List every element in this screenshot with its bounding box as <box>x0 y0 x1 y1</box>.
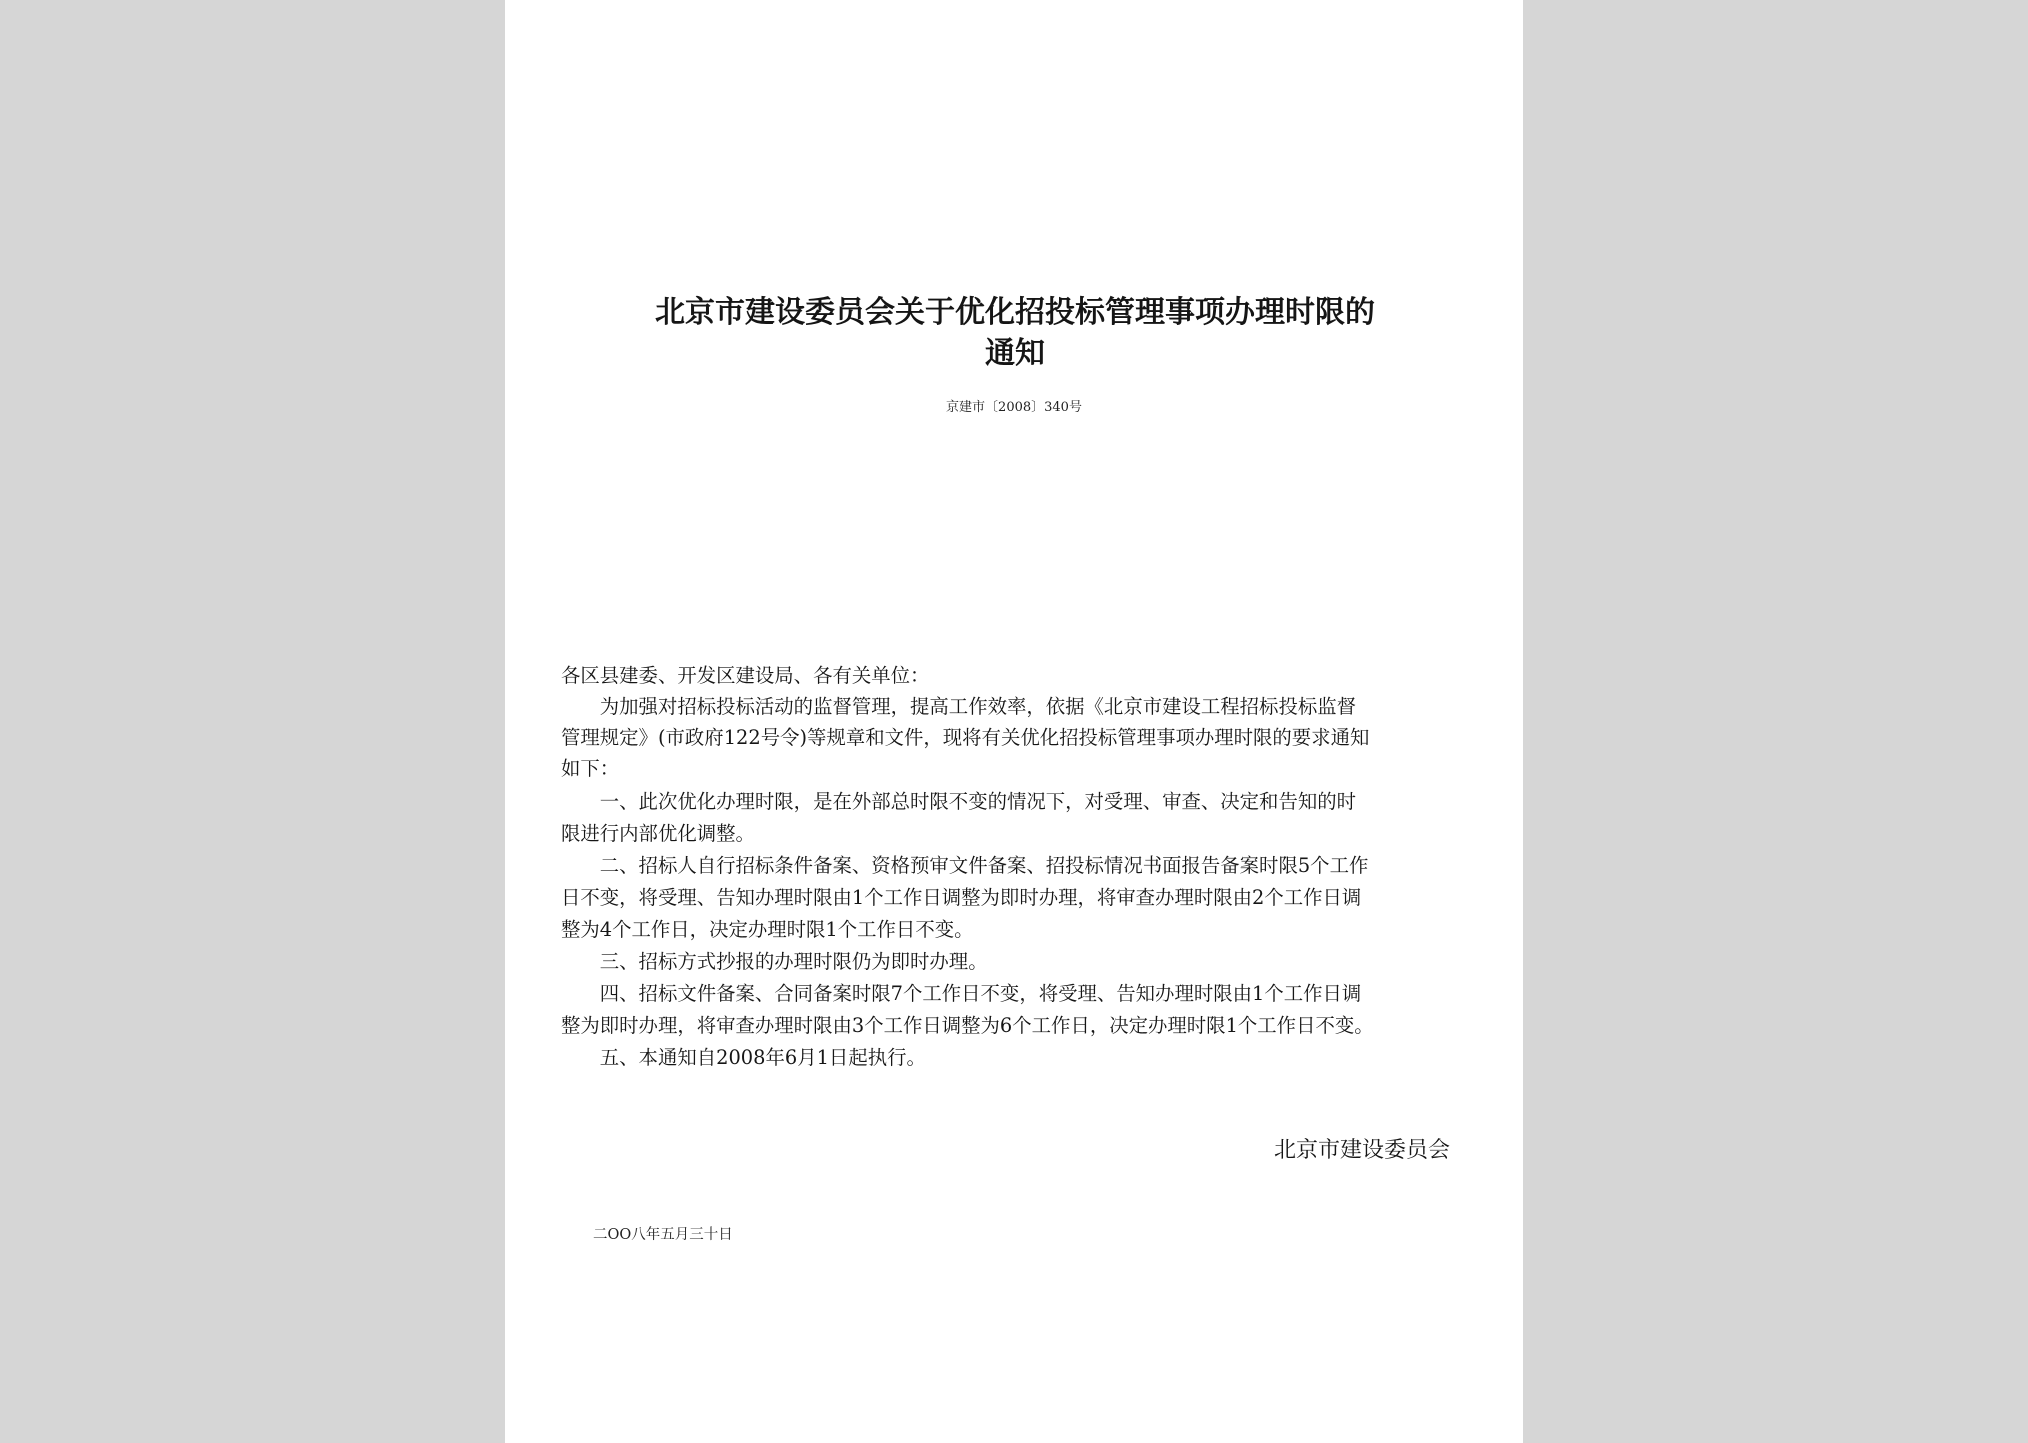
addressee-line: 各区县建委、开发区建设局、各有关单位： <box>561 664 930 687</box>
body-paragraph-line: 五、本通知自2008年6月1日起执行。 <box>561 1046 926 1069</box>
body-paragraph-line: 整为4个工作日，决定办理时限1个工作日不变。 <box>561 918 974 941</box>
document-title-line-2: 通知 <box>985 336 1045 371</box>
body-paragraph-line: 日不变，将受理、告知办理时限由1个工作日调整为即时办理，将审查办理时限由2个工作日调 <box>561 886 1362 909</box>
body-paragraph-line: 为加强对招标投标活动的监督管理，提高工作效率，依据《北京市建设工程招标投标监督 <box>561 695 1357 718</box>
body-paragraph-line: 限进行内部优化调整。 <box>561 822 755 845</box>
body-paragraph-line: 如下： <box>561 757 620 780</box>
body-paragraph-line: 一、此次优化办理时限，是在外部总时限不变的情况下，对受理、审查、决定和告知的时 <box>561 790 1357 813</box>
document-page <box>505 0 1523 1443</box>
document-title-line-1: 北京市建设委员会关于优化招投标管理事项办理时限的 <box>655 295 1375 330</box>
body-paragraph-line: 二、招标人自行招标条件备案、资格预审文件备案、招投标情况书面报告备案时限5个工作 <box>561 854 1369 877</box>
body-paragraph-line: 整为即时办理，将审查办理时限由3个工作日调整为6个工作日，决定办理时限1个工作日不变。 <box>561 1014 1374 1037</box>
issuer-signature: 北京市建设委员会 <box>1273 1138 1450 1163</box>
issue-date: 二OO八年五月三十日 <box>593 1227 733 1243</box>
body-paragraph-line: 三、招标方式抄报的办理时限仍为即时办理。 <box>561 950 988 973</box>
body-paragraph-line: 四、招标文件备案、合同备案时限7个工作日不变，将受理、告知办理时限由1个工作日调 <box>561 982 1362 1005</box>
body-paragraph-line: 管理规定》(市政府122号令)等规章和文件，现将有关优化招投标管理事项办理时限的要求通知 <box>561 726 1370 749</box>
document-number: 京建市〔2008〕340号 <box>946 400 1082 415</box>
